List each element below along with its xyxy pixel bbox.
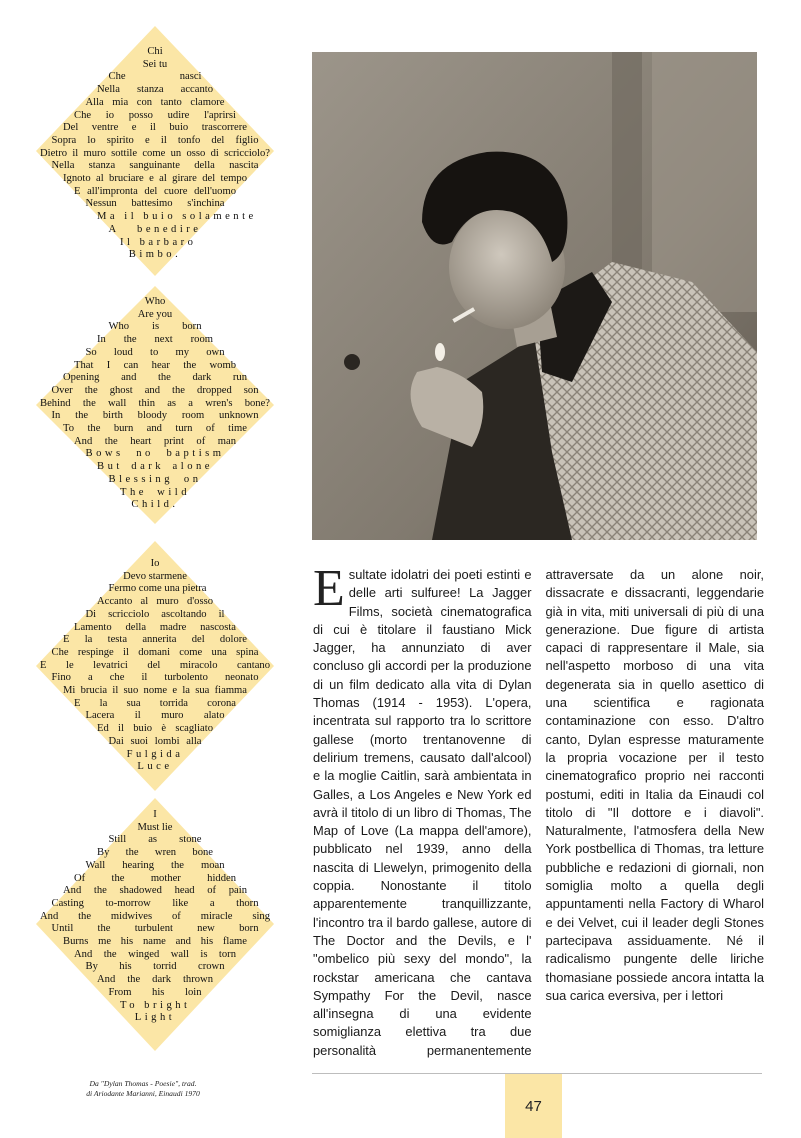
poem-line: But dark alone	[97, 461, 213, 473]
poem-line: And the midwives of miracle sing	[40, 910, 270, 922]
page-number: 47	[505, 1074, 562, 1138]
poem-line: Lamento della madre nascosta	[74, 621, 236, 633]
poem-line: Nella stanza sanguinante della nascita	[51, 160, 259, 172]
poem-line: To the burn and turn of time	[63, 423, 247, 435]
poem-line: Luce	[137, 761, 173, 773]
poem-line: Il barbaro	[120, 236, 197, 248]
poem-line: I	[153, 809, 157, 820]
poem-line: And the dark thrown	[97, 974, 213, 986]
poem-line: Who is born	[108, 321, 202, 333]
poem-line: Bimbo.	[128, 249, 182, 261]
poem-line: Lacera il muro alato	[85, 710, 225, 722]
poem-line: In the birth bloody room unknown	[51, 410, 259, 422]
poem-line: Mi brucia il suo nome e la sua fiamma	[63, 685, 247, 697]
poem-line: By his torrid crown	[85, 961, 225, 973]
poem-line: E la testa annerita del dolore	[63, 634, 247, 646]
poem-line: Wall hearing the moan	[85, 859, 225, 871]
poem-diamond-italian-2	[36, 541, 274, 791]
poem-text	[36, 46, 274, 262]
poem-line: Blessing on	[108, 473, 202, 485]
poem-line: Opening and the dark run	[63, 372, 247, 384]
poem-line: Fulgida	[126, 748, 184, 760]
poem-line: E la sua torrida corona	[74, 697, 236, 709]
poem-line: By the wren bone	[97, 847, 213, 859]
poem-line: That I can hear the womb	[74, 359, 236, 371]
poem-line: Behind the wall thin as a wren's bone?	[40, 397, 270, 409]
poem-line: Sei tu	[142, 58, 168, 70]
poem-line: Ma il buio solamente	[97, 211, 257, 223]
poem-line: Child.	[131, 499, 179, 511]
poem-text	[36, 296, 274, 512]
poem-line: Sopra lo spirito e il tonfo del figlio	[51, 134, 259, 146]
poem-line: Over the ghost and the dropped son	[51, 384, 259, 396]
poem-line: Ignoto al bruciare e al girare del tempo	[63, 173, 247, 185]
poem-line: Light	[134, 1012, 176, 1024]
poem-line: Nella stanza accanto	[97, 84, 213, 96]
poem-line: Still as stone	[108, 834, 202, 846]
poem-line: Nessun battesimo s'inchina	[85, 198, 225, 210]
portrait-photo	[312, 52, 757, 540]
drop-cap: E	[313, 560, 345, 617]
poem-line: Casting to-morrow like a thorn	[51, 897, 259, 909]
poem-line: In the next room	[97, 334, 213, 346]
poem-line: Che io posso udire l'aprirsi	[74, 109, 236, 121]
poem-line: Who	[144, 296, 166, 307]
poem-line: To bright	[120, 999, 191, 1011]
poem-text	[36, 558, 274, 774]
poem-line: And the heart print of man	[74, 435, 236, 447]
poem-line: Fermo come una pietra	[108, 583, 207, 595]
poem-diamond-italian-1	[36, 26, 274, 276]
poem-line: Che respinge il domani come una spina	[51, 646, 259, 658]
poem-line: Of the mother hidden	[74, 872, 236, 884]
poem-line: Dai suoi lombi alla	[108, 735, 202, 747]
poem-line: Bows no baptism	[85, 448, 225, 460]
poem-line: Chi	[147, 46, 163, 57]
poem-line: Alla mia con tanto clamore	[85, 96, 225, 108]
poem-line: E all'impronta del cuore dell'uomo	[74, 185, 236, 197]
poem-line: A benedire	[108, 223, 202, 235]
poem-line: Del ventre e il buio trascorrere	[63, 122, 247, 134]
poem-line: Must lie	[137, 821, 173, 833]
translation-credit	[48, 1079, 238, 1098]
poem-text	[36, 809, 274, 1025]
credit-line-1: Da "Dylan Thomas - Poesie", trad.	[89, 1079, 197, 1088]
poem-line: So loud to my own	[85, 346, 225, 358]
poem-line: And the winged wall is torn	[74, 948, 236, 960]
poem-line: Fino a che il turbolento neonato	[51, 672, 259, 684]
poem-line: Ed il buio è scagliato	[97, 723, 213, 735]
poem-line: Di scricciolo ascoltando il	[85, 608, 225, 620]
poem-line: Burns me his name and his flame	[63, 936, 247, 948]
article-body	[313, 560, 764, 1071]
poem-line: Dietro il muro sottile come un osso di scricciolo?	[40, 147, 270, 159]
article-text: sultate idolatri dei poeti estinti e delle arti sulfuree! La Jagger Films, società cinematografica di cui è titolare il faustiano Mick Jagger, ha annunziato di aver concluso gli accordi per la produzione di un film dedicato alla vita di Dylan Thomas (1914 - 1953). L'opera, incentrata sul rapporto tra lo scrittore gallese (morto trentanovenne di delirium tremens, causato dall'alcool) e la moglie Caitlin, sarà ambientata in Galles, a Los Angeles e New York ed avrà il titolo di un libro di Thomas, The Map of Love (La mappa dell'amore), pubblicato nel 1939, anno della nascita di Llewelyn, primogenito della coppia. Nonostante il titolo apparentemente tranquillizzante, l'incontro tra il bardo gallese, autore di The Doctor and the Devils, e l' "ombelico più sexy del mondo", la rockstar americana che cantava Sympathy For the Devil, nasce all'insegna di una evidente somiglianza elettiva tra due personalità permanentemente attraversate da un alone noir, dissacrate e dissacranti, leggendarie già in vita, miti universali di più di una generazione. Due figure di artista capaci di rappresentare il Male, sia nell'aspetto morboso di una vita degenerata sia in quello asettico di una scientifica e ragionata contaminazione con esso. D'altro canto, Dylan espresse maturamente la propria vocazione per il testo cinematografico proprio nei racconti postumi, editi in Italia da Einaudi col titolo di "Il dottore e i diavoli". Naturalmente, l'atmosfera della New York postbellica di Thomas, tra letture pubbliche e redazioni di giornali, non somiglia molto a quella degli appuntamenti nella Factory di Wharol e dei Velvet, cui il leader degli Stones partecipava assiduamente. Né il radicalismo pungente delle liriche thomasiane possiede ancora intatta la sua carica eversiva, per i lettori	[313, 567, 764, 1058]
poem-line: Devo starmene	[123, 570, 187, 582]
poem-line: From his loin	[108, 986, 202, 998]
poem-line: The wild	[120, 486, 190, 498]
poem-diamond-english-1	[36, 286, 274, 524]
poem-line: Accanto al muro d'osso	[97, 596, 213, 608]
credit-line-2: di Ariodante Marianni, Einaudi 1970	[86, 1088, 200, 1098]
poem-line: E le levatrici del miracolo cantano	[40, 659, 270, 671]
poem-diamond-english-2	[36, 798, 274, 1051]
poem-line: And the shadowed head of pain	[63, 885, 247, 897]
poem-line: Until the turbulent new born	[51, 923, 259, 935]
poem-line: Che nasci	[108, 71, 202, 83]
portrait-photo-icon	[312, 52, 757, 540]
poem-line: Io	[150, 558, 160, 569]
poem-line: Are you	[137, 308, 173, 320]
